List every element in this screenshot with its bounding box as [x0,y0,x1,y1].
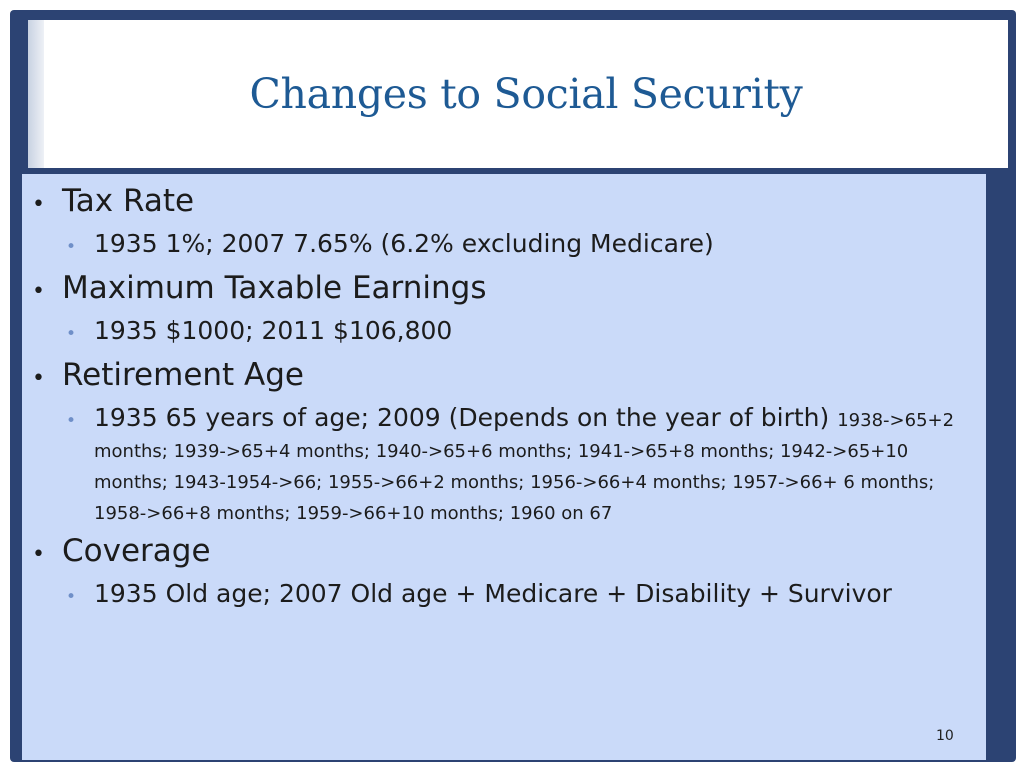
sub-bullet-text: 1935 1%; 2007 7.65% (6.2% excluding Medicare) [94,229,714,258]
sub-bullet-text: 1935 Old age; 2007 Old age + Medicare + Disability + Survivor [94,579,892,608]
bullet-dot-icon: • [32,542,45,567]
sub-bullet-text: 1935 $1000; 2011 $106,800 [94,316,453,345]
bullet-heading: Maximum Taxable Earnings [62,270,487,306]
sub-bullet-dot-icon: • [66,411,77,431]
bullet-retirement-age [30,356,980,398]
page-number: 10 [936,728,954,744]
sub-bullet-maximum-taxable-earnings [66,315,980,350]
bullet-heading: Tax Rate [62,183,195,219]
bullet-heading: Coverage [62,533,211,569]
sub-bullet-dot-icon: • [66,324,77,344]
bullet-dot-icon: • [32,366,45,391]
bullet-list [30,178,980,619]
bullet-maximum-taxable-earnings [30,269,980,311]
retirement-age-main-text: 1935 65 years of age; 2009 (Depends on the year of birth) [94,403,830,432]
bullet-coverage [30,532,980,574]
retirement-age-schedule-text: 1938->65+2 months; 1939->65+4 months; 1940->65+6 months; 1941->65+8 months; 1942->65+10 months; 1943-1954->66; 1955->66+2 months; 1956->66+4 months; 1957->66+ 6 months; 1958->66+8 months; 1959->66+10 months; 1960 on 67 [94,410,955,524]
title-panel-shade [28,20,44,168]
sub-bullet-dot-icon: • [66,237,77,257]
slide-title: Changes to Social Security [249,70,803,118]
bullet-heading: Retirement Age [62,357,305,393]
bullet-tax-rate [30,182,980,224]
sub-bullet-dot-icon: • [66,587,77,607]
sub-bullet-tax-rate [66,228,980,263]
sub-bullet-retirement-age [66,402,980,526]
bullet-dot-icon: • [32,279,45,304]
bullet-dot-icon: • [32,192,45,217]
sub-bullet-text [94,402,980,526]
sub-bullet-coverage [66,578,980,613]
